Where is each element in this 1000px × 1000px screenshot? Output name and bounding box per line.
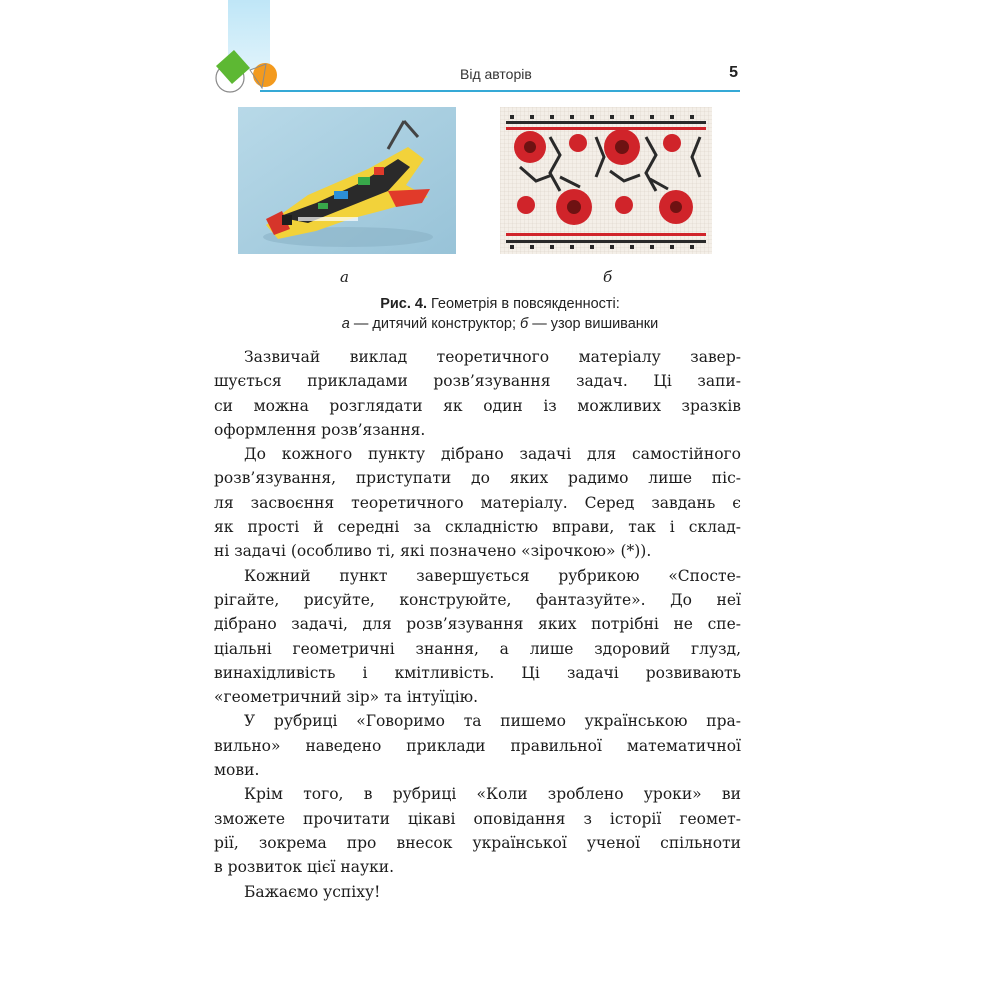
body-line: ля засвоєння теоретичного матеріалу. Серед завдань є (214, 493, 741, 512)
figure-caption (250, 294, 750, 334)
body-line: рії, зокрема про внесок української ученої спільноти (214, 833, 741, 852)
caption-prefix: Рис. 4. (380, 296, 428, 312)
body-line: винахідливість і кмітливість. Ці задачі розвивають (214, 663, 741, 682)
body-line: мови. (214, 761, 260, 780)
caption-b-text: — узор вишиванки (528, 316, 659, 332)
body-line: си можна розглядати як один із можливих зразків (214, 396, 741, 415)
caption-b-marker: б (520, 316, 529, 332)
body-line: У рубриці «Говоримо та пишемо українською пра- (244, 712, 741, 731)
body-line: ціальні геометричні знання, а лише здоровий глузд, (214, 639, 741, 658)
body-line: оформлення розв’язання. (214, 420, 426, 439)
body-text (214, 345, 741, 904)
caption-line-1 (250, 294, 750, 314)
caption-title: Геометрія в повсякденності: (427, 296, 620, 312)
body-line: вильно» наведено приклади правильної математичної (214, 736, 741, 755)
caption-a-text: — дитячий конструктор; (349, 316, 521, 332)
body-line: дібрано задачі, для розв’язування яких потрібні не спе- (214, 615, 741, 634)
header-title: Від авторів (460, 66, 532, 82)
figure-sublabel-b: б (603, 268, 613, 286)
body-line: шується прикладами розв’язування задач. Ці запи- (214, 372, 741, 391)
caption-line-2 (250, 314, 750, 334)
body-line: як прості й середні за складністю вправи, так і склад- (214, 518, 741, 537)
body-line: зможете прочитати цікаві оповідання з історії геомет- (214, 809, 741, 828)
embroidery-pattern-image (500, 107, 712, 254)
caption-a-marker: а (341, 316, 350, 332)
figure-sublabel-a: а (340, 268, 349, 286)
page-header (260, 62, 740, 92)
body-line: Бажаємо успіху! (244, 882, 381, 901)
body-line: ні задачі (особливо ті, які позначено «зірочкою» (*)). (214, 542, 652, 561)
body-line: «геометричний зір» та інтуїцію. (214, 688, 479, 707)
body-line: рігайте, рисуйте, конструюйте, фантазуйте». До неї (214, 590, 741, 609)
body-line: в розвиток цієї науки. (214, 858, 395, 877)
body-line: Кожний пункт завершується рубрикою «Спосте- (244, 566, 741, 585)
body-line: розв’язування, приступати до яких радимо лише піс- (214, 469, 741, 488)
body-line: До кожного пункту дібрано задачі для самостійного (244, 445, 741, 464)
toy-constructor-photo (238, 107, 456, 254)
body-line: Крім того, в рубриці «Коли зроблено уроки» ви (244, 785, 741, 804)
page-number: 5 (729, 64, 738, 81)
body-line: Зазвичай виклад теоретичного матеріалу завер- (244, 348, 741, 366)
